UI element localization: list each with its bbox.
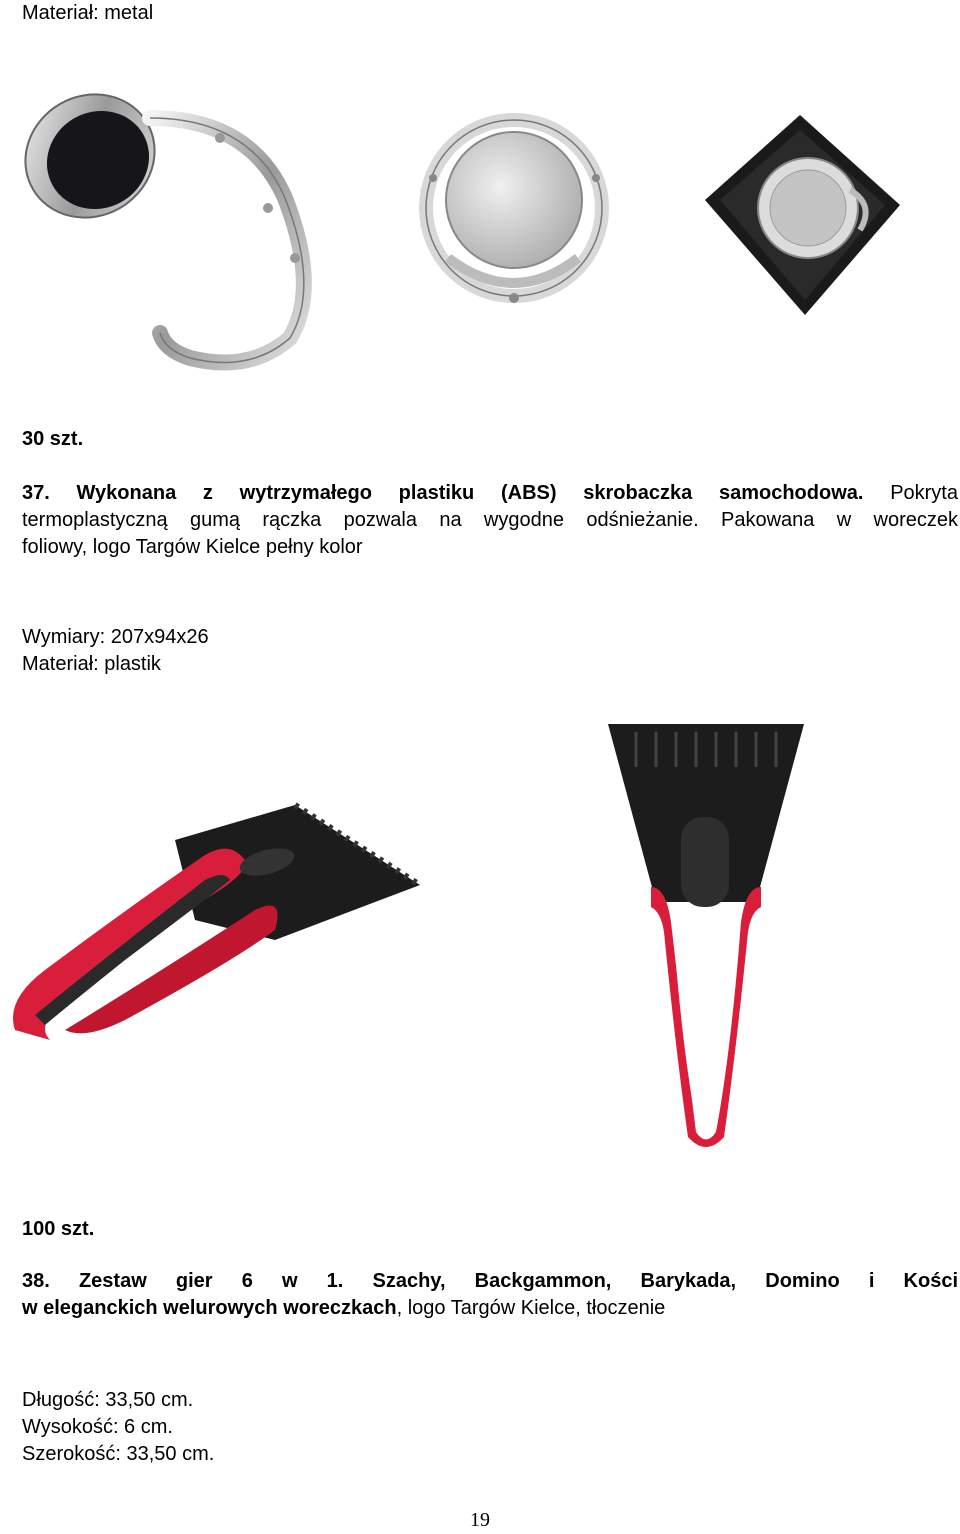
item37-dimensions: Wymiary: 207x94x26 [22,626,209,648]
item37-title: 37. Wykonana z wytrzymałego plastiku (ABS) skrobaczka samochodowa. [22,482,864,504]
item38-length: Długość: 33,50 cm. [22,1389,194,1411]
item37-quantity: 30 szt. [22,428,84,450]
item38-height: Wysokość: 6 cm. [22,1416,173,1438]
ice-scraper-front-icon [606,722,806,1150]
bag-hook-in-box-icon [700,110,905,315]
item38-quantity: 100 szt. [22,1218,95,1240]
item37-description-line2: termoplastyczną gumą rączka pozwala na wygodne odśnieżanie. Pakowana w woreczek [22,509,958,531]
item38-title-line1: 38. Zestaw gier 6 w 1. Szachy, Backgammon, Barykada, Domino i Kości [22,1270,958,1292]
item38-width: Szerokość: 33,50 cm. [22,1443,215,1465]
item37-description-line3: foliowy, logo Targów Kielce pełny kolor [22,536,363,558]
item38-title-line2: w eleganckich welurowych woreczkach, logo Targów Kielce, tłoczenie [22,1297,666,1319]
material-metal: Materiał: metal [22,2,154,24]
item37-material: Materiał: plastik [22,653,161,675]
item37-description-line1: 37. Wykonana z wytrzymałego plastiku (ABS) skrobaczka samochodowa. Pokryta [22,482,958,504]
bag-hook-closed-icon [418,108,610,313]
bag-hook-open-icon [20,88,330,378]
ice-scraper-side-icon [5,800,425,1045]
page-number: 19 [470,1509,490,1531]
